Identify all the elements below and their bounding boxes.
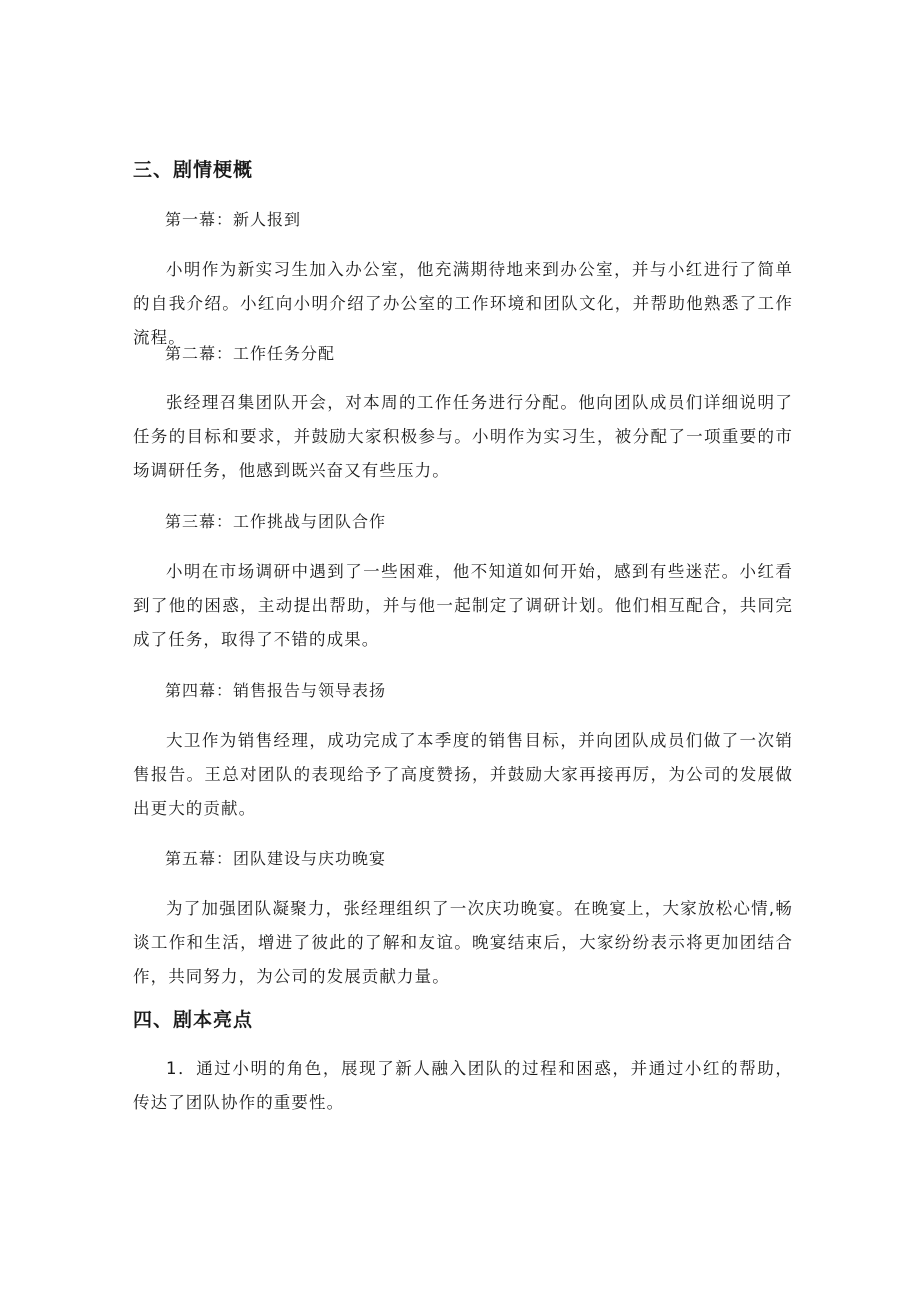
act-2-paragraph: 张经理召集团队开会，对本周的工作任务进行分配。他向团队成员们详细说明了任务的目标和要求，并鼓励大家积极参与。小明作为实习生，被分配了一项重要的市场调研任务，他感到既兴奋又有些压力。 xyxy=(133,393,793,480)
act-3-paragraph: 小明在市场调研中遇到了一些困难，他不知道如何开始，感到有些迷茫。小红看到了他的困惑，主动提出帮助，并与他一起制定了调研计划。他们相互配合，共同完成了任务，取得了不错的成果。 xyxy=(133,562,793,649)
act-4-paragraph: 大卫作为销售经理，成功完成了本季度的销售目标，并向团队成员们做了一次销售报告。王总对团队的表现给予了高度赞扬，并鼓励大家再接再厉，为公司的发展做出更大的贡献。 xyxy=(133,731,793,818)
section-heading-plot-summary: 三、剧情梗概 xyxy=(133,159,254,181)
act-1-paragraph: 小明作为新实习生加入办公室，他充满期待地来到办公室，并与小红进行了简单的自我介绍。小红向小明介绍了办公室的工作环境和团队文化，并帮助他熟悉了工作流程。 xyxy=(133,260,793,347)
section-heading-script-highlights: 四、剧本亮点 xyxy=(133,1009,254,1031)
act-5-title: 第五幕：团队建设与庆功晚宴 xyxy=(165,849,387,868)
act-4-title: 第四幕：销售报告与领导表扬 xyxy=(165,681,387,700)
act-1-title: 第一幕：新人报到 xyxy=(165,210,302,229)
highlight-point-1: 1．通过小明的角色，展现了新人融入团队的过程和困惑，并通过小红的帮助，传达了团队协作的重要性。 xyxy=(133,1059,793,1112)
act-2-title: 第二幕：工作任务分配 xyxy=(165,344,336,363)
act-5-paragraph: 为了加强团队凝聚力，张经理组织了一次庆功晚宴。在晚宴上，大家放松心情,畅谈工作和生活，增进了彼此的了解和友谊。晚宴结束后，大家纷纷表示将更加团结合作，共同努力，为公司的发展贡献力量。 xyxy=(133,899,793,986)
act-3-title: 第三幕：工作挑战与团队合作 xyxy=(165,512,387,531)
